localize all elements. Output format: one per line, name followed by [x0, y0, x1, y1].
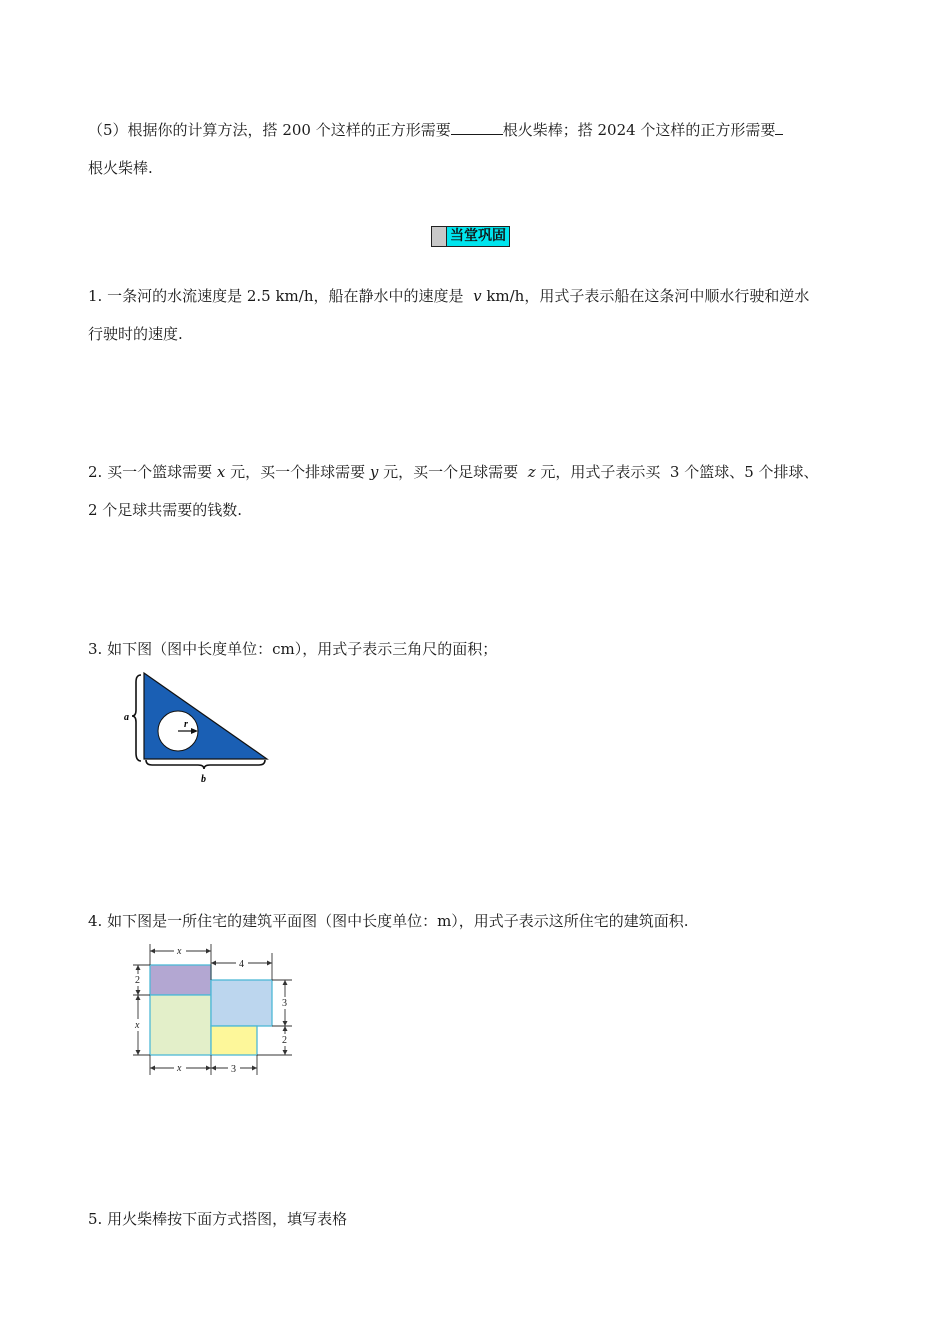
label-b: b — [201, 774, 206, 785]
label-bottom-3: 3 — [231, 1064, 236, 1075]
label-right-2: 2 — [282, 1035, 287, 1046]
q1-text-2: km/h，用式子表示船在这条河中顺水行驶和逆水 — [481, 287, 810, 305]
q3-text: 3. 如下图（图中长度单位：cm），用式子表示三角尺的面积； — [88, 640, 498, 658]
label-left-x: x — [135, 1020, 140, 1031]
q1-var-v: v — [473, 287, 482, 305]
section-title: 当堂巩固 — [447, 227, 509, 246]
q5-sub-text-1: （5）根据你的计算方法，搭 200 个这样的正方形需要 — [88, 121, 451, 139]
q2-line2 — [88, 499, 242, 520]
q5-line — [88, 1208, 347, 1229]
q4-text: 4. 如下图是一所住宅的建筑平面图（图中长度单位：m），用式子表示这所住宅的建筑面积. — [88, 912, 689, 930]
q1-line1 — [88, 285, 809, 306]
q2-var-x: x — [216, 463, 226, 481]
q1-text-1: 1. 一条河的水流速度是 2.5 km/h，船在静水中的速度是 — [88, 287, 464, 305]
label-left-2: 2 — [135, 975, 140, 986]
brace-a — [132, 675, 141, 761]
label-bottom-x: x — [177, 1063, 182, 1074]
label-r: r — [184, 719, 188, 730]
floor-plan-figure — [128, 941, 303, 1078]
q2-line1 — [88, 461, 819, 482]
label-right-3: 3 — [282, 998, 287, 1009]
section-heading — [431, 226, 510, 247]
room-purple — [150, 965, 211, 995]
answer-blank-2[interactable] — [775, 120, 783, 135]
room-green — [150, 995, 211, 1055]
q5-sub-line1 — [88, 119, 783, 140]
q2-text-4: 元，用式子表示买 — [535, 463, 661, 481]
q5-sub-text-3: 根火柴棒. — [88, 159, 153, 177]
q2-var-y: y — [369, 463, 379, 481]
triangle-ruler — [144, 673, 267, 759]
answer-blank-1[interactable] — [451, 120, 503, 135]
q2-text-5: 3 个篮球、5 个排球、 — [669, 463, 819, 481]
triangle-ruler-figure — [120, 668, 280, 788]
q5-sub-line2 — [88, 157, 153, 178]
q2-text-6: 2 个足球共需要的钱数. — [88, 501, 243, 519]
q2-var-z: z — [527, 463, 536, 481]
q2-text-2: 元，买一个排球需要 — [225, 463, 370, 481]
heading-marker — [432, 227, 447, 246]
room-yellow — [211, 1026, 257, 1055]
q2-text-3: 元，买一个足球需要 — [378, 463, 519, 481]
label-a: a — [124, 712, 129, 723]
q1-text-3: 行驶时的速度. — [88, 325, 183, 343]
q2-text-1: 2. 买一个篮球需要 — [88, 463, 217, 481]
q5-sub-text-2: 根火柴棒；搭 2024 个这样的正方形需要 — [502, 121, 776, 139]
q3-line — [88, 638, 497, 659]
label-top-4: 4 — [239, 959, 244, 970]
q1-line2 — [88, 323, 183, 344]
room-blue — [211, 980, 272, 1026]
q4-line — [88, 910, 689, 931]
q5-text: 5. 用火柴棒按下面方式搭图，填写表格 — [88, 1210, 348, 1228]
label-top-x: x — [177, 946, 182, 957]
brace-b — [146, 760, 265, 769]
